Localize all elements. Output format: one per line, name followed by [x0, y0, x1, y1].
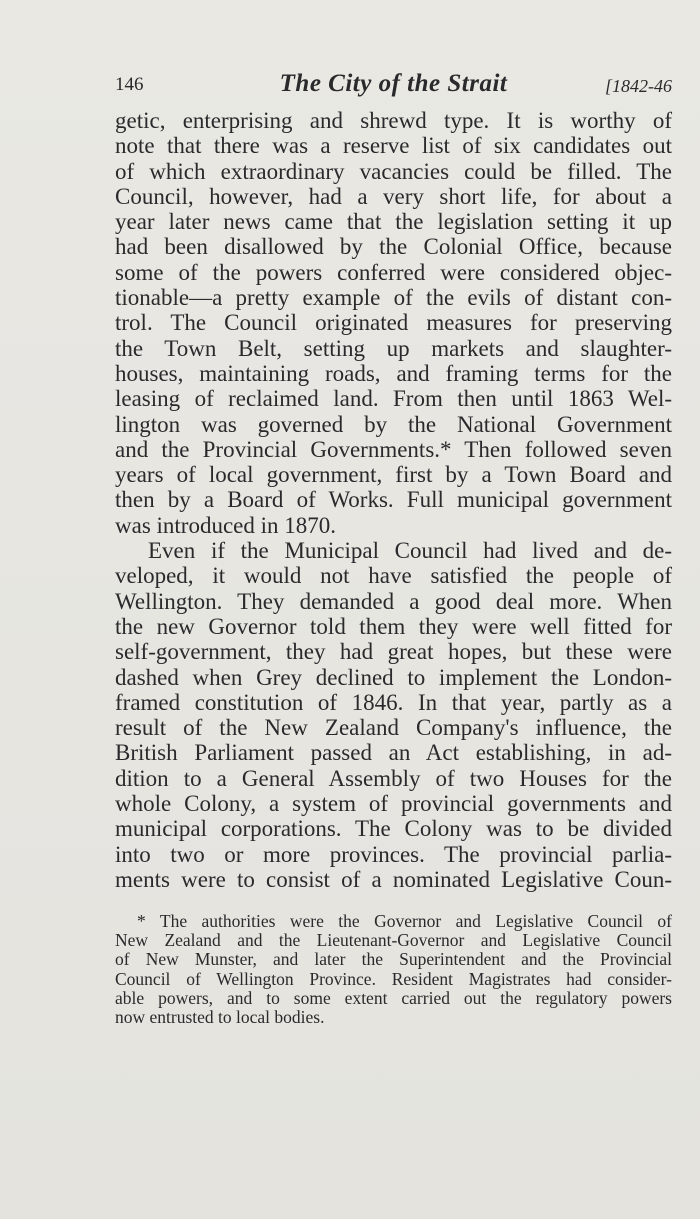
footnote-line: now entrusted to local bodies. — [115, 1006, 325, 1027]
text-line: into two or more provinces. The provincial parlia- — [115, 841, 672, 867]
text-line: leasing of reclaimed land. From then until 1863 Wel- — [115, 386, 672, 412]
text-line: lington was governed by the National Government — [115, 411, 672, 437]
running-head — [115, 70, 672, 104]
footnote-line: New Zealand and the Lieutenant-Governor and Legislative Council — [115, 930, 672, 951]
text-line: years of local government, first by a Town Board and — [115, 462, 672, 488]
text-line: framed constitution of 1846. In that year, partly as a — [115, 689, 672, 715]
text-line: Wellington. They demanded a good deal more. When — [115, 588, 672, 614]
text-line: municipal corporations. The Colony was to be divided — [115, 816, 672, 842]
text-line: was introduced in 1870. — [115, 512, 337, 538]
text-line: trol. The Council originated measures for preserving — [115, 310, 672, 336]
text-line: then by a Board of Works. Full municipal government — [115, 487, 672, 513]
footnote-line: of New Munster, and later the Superintendent and the Provincial — [115, 949, 672, 970]
text-line: getic, enterprising and shrewd type. It is worthy of — [115, 108, 672, 133]
text-line: whole Colony, a system of provincial governments and — [115, 791, 672, 817]
body-text — [115, 108, 672, 892]
text-line: result of the New Zealand Company's influence, the — [115, 715, 672, 741]
text-line: Council, however, had a very short life, for about a — [115, 183, 672, 209]
text-line: had been disallowed by the Colonial Office, because — [115, 234, 672, 260]
footnote-line: Council of Wellington Province. Resident Magistrates had consider- — [115, 968, 672, 989]
text-line: note that there was a reserve list of six candidates out — [115, 133, 672, 159]
text-line: and the Provincial Governments.* Then followed seven — [115, 436, 672, 462]
date-range: [1842-46 — [605, 76, 672, 96]
text-line: dashed when Grey declined to implement the London- — [115, 664, 672, 690]
text-line: year later news came that the legislation setting it up — [115, 209, 672, 235]
text-line: ments were to consist of a nominated Legislative Coun- — [115, 866, 672, 892]
book-title: The City of the Strait — [279, 70, 508, 97]
page-number: 146 — [115, 74, 144, 95]
text-line: houses, maintaining roads, and framing terms for the — [115, 360, 672, 386]
paragraph-start-line: Even if the Municipal Council had lived and de- — [148, 538, 672, 564]
text-line: the Town Belt, setting up markets and slaughter- — [115, 335, 672, 361]
text-line: of which extraordinary vacancies could be filled. The — [115, 158, 672, 184]
text-line: dition to a General Assembly of two Houses for the — [115, 765, 672, 791]
text-line: tionable—a pretty example of the evils of distant con- — [115, 285, 672, 311]
text-line: veloped, it would not have satisfied the people of — [115, 563, 672, 589]
footnote — [115, 912, 672, 1027]
footnote-line: * The authorities were the Governor and Legislative Council of — [137, 911, 672, 931]
footnote-line: able powers, and to some extent carried out the regulatory powers — [115, 987, 672, 1008]
text-line: the new Governor told them they were well fitted for — [115, 613, 672, 639]
text-line: self-government, they had great hopes, but these were — [115, 639, 672, 665]
text-line: some of the powers conferred were considered objec- — [115, 259, 672, 285]
text-line: British Parliament passed an Act establishing, in ad- — [115, 740, 672, 766]
